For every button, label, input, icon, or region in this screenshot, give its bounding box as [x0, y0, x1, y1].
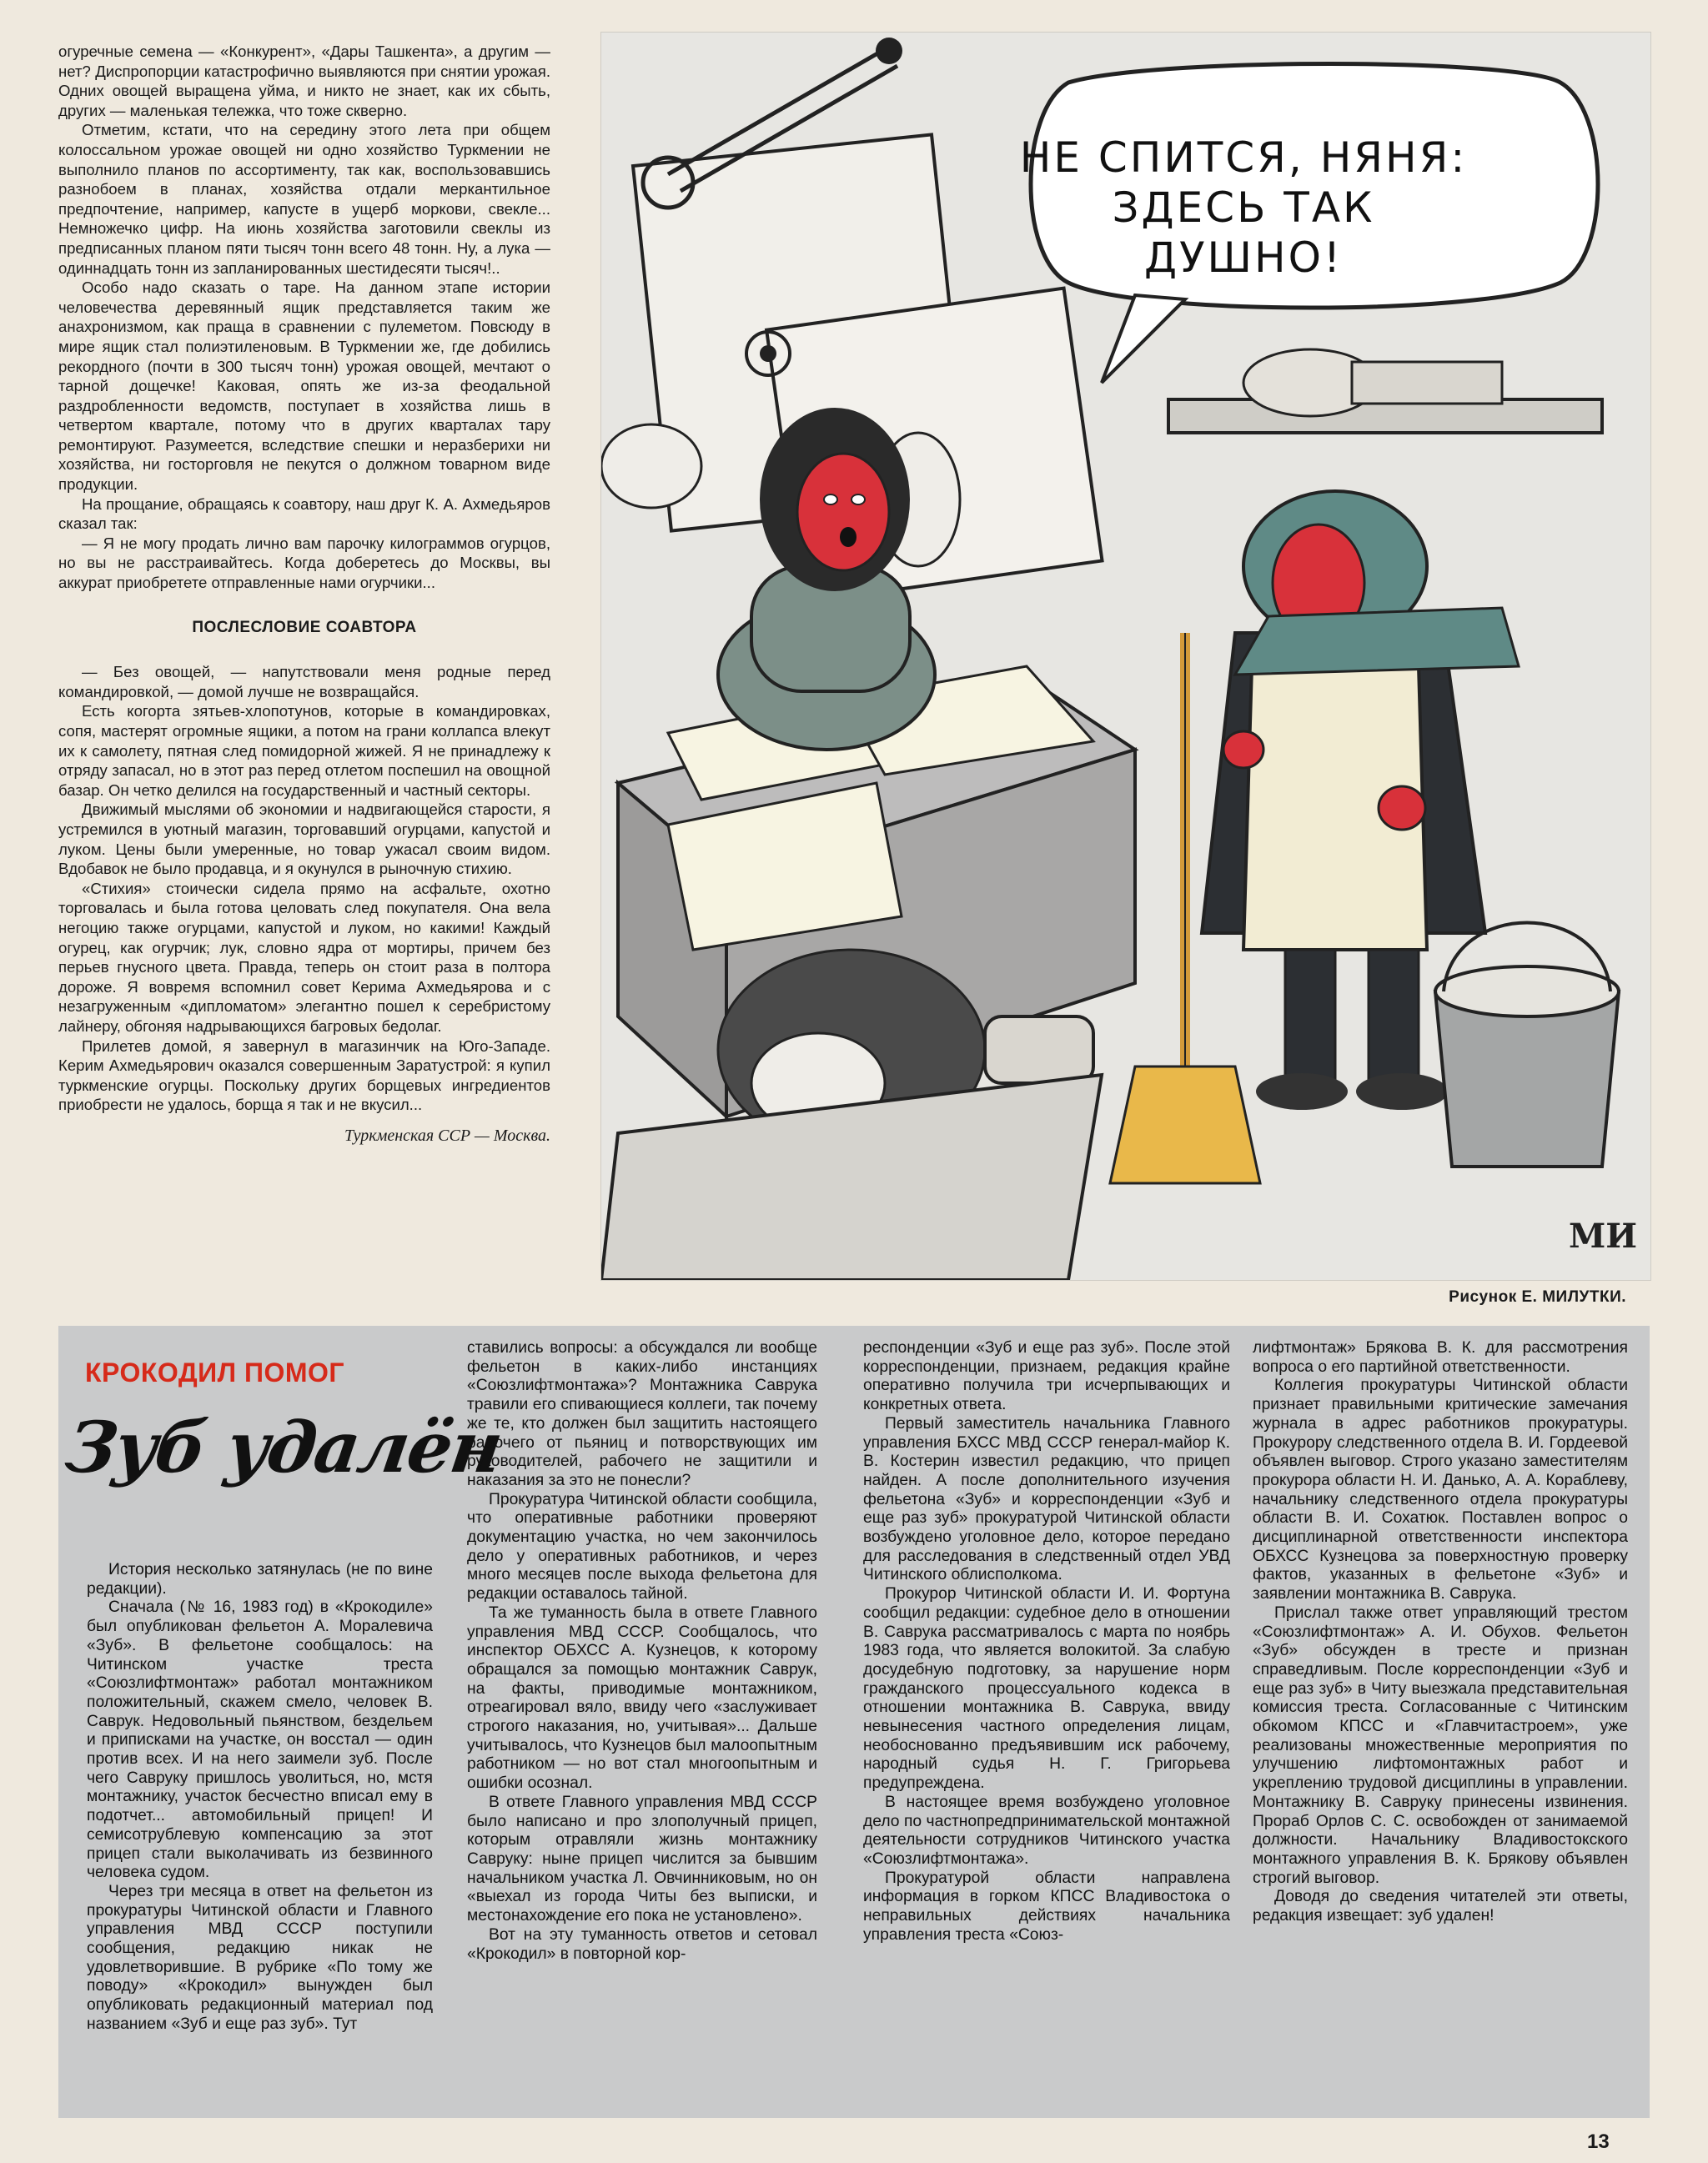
paragraph: Прислал также ответ управляющий трестом «Союзлифтмонтаж» А. И. Обухов. Фельетон «Зуб» обсужден в тресте и признан справедливым. После корреспонденции «Зуб и еще раз зуб» в Читу выезжала представительная комиссия треста. Согласованные с Читинским обкомом КПСС и «Главчитастроем», уже реализованы множественные мероприятия по улучшению лифтомонтажных работ и укреплению трудовой дисциплины в управлении. Монтажнику В. Савруку принесены извинения. Прораб Орлов С. С. освобожден от занимаемой должности. Начальнику Владивостокского монтажного управления В. К. Брякову объявлен строгий выговор. [1253, 1603, 1628, 1887]
paragraph: Первый заместитель начальника Главного управления БХСС МВД СССР генерал-майор К. В. Костерин известил редакцию, что прицеп найден. А после дополнительного изучения фельетона «Зуб» и корреспонденции «Зуб и еще раз зуб» прокуратурой Читинской области возбуждено уголовное дело, которое передано для расследования в следственный отдел УВД Читинского облисполкома. [863, 1414, 1230, 1584]
article-headline: Зуб удалён [61, 1406, 506, 1488]
page-number: 13 [1587, 2130, 1610, 2153]
paragraph: Отметим, кстати, что на середину этого лета при общем колоссальном урожае овощей ни одно хозяйство Туркмении не выполнило планов по ассортименту, так как, воспользовавшись разнобоем в планах, хозяйства отдали меркантильное предпочтение, например, капусте в ущерб моркови, свекле... Немножечко цифр. На июнь хозяйства заготовили свеклы из предписанных планом пяти тысяч тонн всего 48 тонн. Ну, а лука — одиннадцать тонн из запланированных шестидесяти тысяч!.. [58, 121, 550, 277]
afterword-heading: ПОСЛЕСЛОВИЕ СОАВТОРА [192, 618, 417, 636]
top-article [58, 42, 550, 1146]
paragraph: огуречные семена — «Конкурент», «Дары Ташкента», а другим — нет? Диспропорции катастрофично выявляются при снятии урожая. Одних овощей выращена уйма, и никто не знает, как их сбыть, других — маленькая тележка, что тоже скверно. [58, 43, 550, 119]
paragraph: В ответе Главного управления МВД СССР было написано и про злополучный прицеп, которым отравляли жизнь монтажнику Савруку: ныне прицеп числится за бывшим начальником участка Л. Овчинниковым, но он «выехал из города Читы без выписки, и местонахождение его пока не установлено». [467, 1793, 817, 1925]
paragraph: «Стихия» стоически сидела прямо на асфальте, охотно торговалась и была готова целовать след покупателя. Она вела негоцию также огурцами, капустой и луком, но какими! Каждый огурец, как огурчик; лук, словно ядра от мортиры, причем без перьев гнусного цвета. Правда, теперь он стоит раза в полтора дороже. Я вовремя вспомнил совет Керима Ахмедьярова и с незагруженным «дипломатом» элегантно пошел к серебристому лайнеру, обгоняя надрывающихся багровых бедолаг. [58, 879, 550, 1035]
paragraph: Прилетев домой, я завернул в магазинчик на Юго-Западе. Керим Ахмедьярович оказался совершенным Заратустрой: я купил туркменские огурцы. Поскольку других борщевых ингредиентов приобрести не удалось, борща я так и не вкусил... [58, 1036, 550, 1114]
paragraph: Та же туманность была в ответе Главного управления МВД СССР. Сообщалось, что инспектор ОБХСС А. Кузнецов, к которому обращался за помощью монтажник Саврук, на факты, приводимые монтажником, отреагировал вяло, ввиду чего «заслуживает строгого наказания, но, учитывая»... Дальше учитывалось, что Кузнецов был малоопытным работником — но вот стал многоопытным и ошибки осознал. [467, 1603, 817, 1793]
paragraph: респонденции «Зуб и еще раз зуб». После этой корреспонденции, признаем, редакция крайне оперативно получила три исчерпывающих и конкретных ответа. [863, 1339, 1230, 1414]
cartoon-caption: Рисунок Е. МИЛУТКИ. [1449, 1288, 1626, 1306]
paragraph: История несколько затянулась (не по вине редакции). [87, 1561, 433, 1598]
speech-line: ЗДЕСЬ ТАК ДУШНО! [1112, 183, 1375, 282]
paragraph: Есть когорта зятьев-хлопотунов, которые в командировках, сопя, мастерят огромные ящики, а потом на грани коллапса влекут их к самолету, пятная след помидорной жижей. Я не принадлежу к отряду запасал, но в этот раз перед отлетом поспешил на овощной базар. Он четко делился на государственный и частный секторы. [58, 702, 550, 799]
paragraph: — Без овощей, — напутствовали меня родные перед командировкой, — домой лучше не возвращайся. [58, 663, 550, 700]
rubric-title: КРОКОДИЛ ПОМОГ [85, 1358, 345, 1388]
article-column-1 [87, 1561, 433, 2035]
artist-signature: МИ [1569, 1217, 1638, 1256]
paragraph: Особо надо сказать о таре. На данном этапе истории человечества деревянный ящик представляется таким же анахронизмом, как праща в сравнении с пулеметом. Повсюду в мире ящик стал полиэтиленовым. В Туркмении же, где добились рекордного (почти в 300 тысяч тонн) урожая овощей, мечтают о тарной дощечке! Каковая, опять же из-за феодальной раздробленности ведомств, поступает в хозяйства лишь в четвертом квартале, потому что в других кварталах тару ремонтируют. Разумеется, вследствие спешки и неразберихи ни хозяйства, ни госторговля не пекутся о должном товарном виде продукции. [58, 279, 550, 494]
paragraph: — Я не могу продать лично вам парочку килограммов огурцов, но вы не расстраивайтесь. Когда доберетесь до Москвы, вы аккурат приобретете отправленные нами огурчики... [58, 534, 550, 592]
article-column-2 [467, 1339, 817, 1964]
paragraph: Прокурор Читинской области И. И. Фортуна сообщил редакции: судебное дело в отношении В. Саврука рассматривалось с марта по ноябрь 1983 года, что является волокитой. За слабую досудебную подготовку, за нарушение норм гражданского процессуального кодекса в отношении монтажника В. Саврука, ввиду невынесения частного определения лицам, необоснованно предъявившим иск рабочему, народный судья Н. Г. Григорьева предупреждена. [863, 1585, 1230, 1793]
paragraph: лифтмонтаж» Брякова В. К. для рассмотрения вопроса о его партийной ответственности. [1253, 1339, 1628, 1376]
paragraph: Доводя до сведения читателей эти ответы, редакция извещает: зуб удален! [1253, 1888, 1628, 1925]
paragraph: Сначала (№ 16, 1983 год) в «Крокодиле» был опубликован фельетон А. Моралевича «Зуб». В фельетоне сообщалось: на Читинском участке треста «Союзлифтмонтаж» работал монтажником положительный, скажем смело, человек В. Саврук. Недовольный пьянством, бездельем и приписками на участке, он восстал — один против всех. И на него заимели зуб. После чего Савруку пришлось уволиться, но, мстя монтажнику, участок бесчестно вписал ему в подотчет... автомобильный прицеп! И семисотрублевую компенсацию за этот прицеп стали выколачивать из безвинного человека судом. [87, 1598, 433, 1882]
paragraph: ставились вопросы: а обсуждался ли вообще фельетон в каких-либо инстанциях «Союзлифтмонтажа»? Монтажника Саврука травили его спивающиеся коллеги, так почему же те, кто должен был защитить настоящего рабочего от пьяниц и потворствующих им руководителей, рабочего не защитили и наказания за это не понесли? [467, 1339, 817, 1489]
paragraph: Движимый мыслями об экономии и надвигающейся старости, я устремился в уютный магазин, торговавший огурцами, капустой и луком. Цены были умеренные, но товар ужасал своим видом. Вдобавок не было продавца, и я окунулся в рыночную стихию. [58, 800, 550, 878]
paragraph: На прощание, обращаясь к соавтору, наш друг К. А. Ахмедьяров сказал так: [58, 494, 550, 533]
paragraph: Прокуратурой области направлена информация в горком КПСС Владивостока о неправильных действиях начальника управления треста «Союз- [863, 1869, 1230, 1944]
article-signoff: Туркменская ССР — Москва. [344, 1126, 550, 1145]
paragraph: Через три месяца в ответ на фельетон из прокуратуры Читинской области и Главного управления МВД СССР поступили сообщения, редакцию никак не удовлетворившие. В рубрике «По тому же поводу» «Крокодил» вынужден был опубликовать редакционный материал под названием «Зуб и еще раз зуб». Тут [87, 1882, 433, 2033]
paragraph: В настоящее время возбуждено уголовное дело по частнопредпринимательской монтажной деятельности сотрудников Читинского участка «Союзлифтмонтажа». [863, 1793, 1230, 1868]
paragraph: Вот на эту туманность ответов и сетовал «Крокодил» в повторной кор- [467, 1925, 817, 1963]
article-column-4 [1253, 1339, 1628, 1926]
paragraph: Коллегия прокуратуры Читинской области признает правильными критические замечания журнала в адрес работников прокуратуры. Прокурору следственного отдела В. И. Гордеевой объявлен выговор. Строго указано заместителям прокурора области Н. И. Данько, А. А. Кораблеву, начальнику следственного отдела прокуратуры области В. И. Сохатюк. Поставлен вопрос о дисциплинарной ответственности инспектора ОБХСС Кузнецова за поверхностную проверку фактов, указанных в фельетоне «Зуб» и заявлении монтажника В. Саврука. [1253, 1377, 1628, 1603]
cartoon-illustration [600, 32, 1651, 1281]
article-column-3 [863, 1339, 1230, 1945]
paragraph: Прокуратура Читинской области сообщила, что оперативные работники проверяют документацию участка, но чем закончилось дело у оперативных работников, и через много месяцев после выхода фельетона для редакции оставалось тайной. [467, 1490, 817, 1603]
speech-bubble-text [1010, 133, 1477, 283]
speech-line: НЕ СПИТСЯ, НЯНЯ: [1019, 133, 1468, 182]
